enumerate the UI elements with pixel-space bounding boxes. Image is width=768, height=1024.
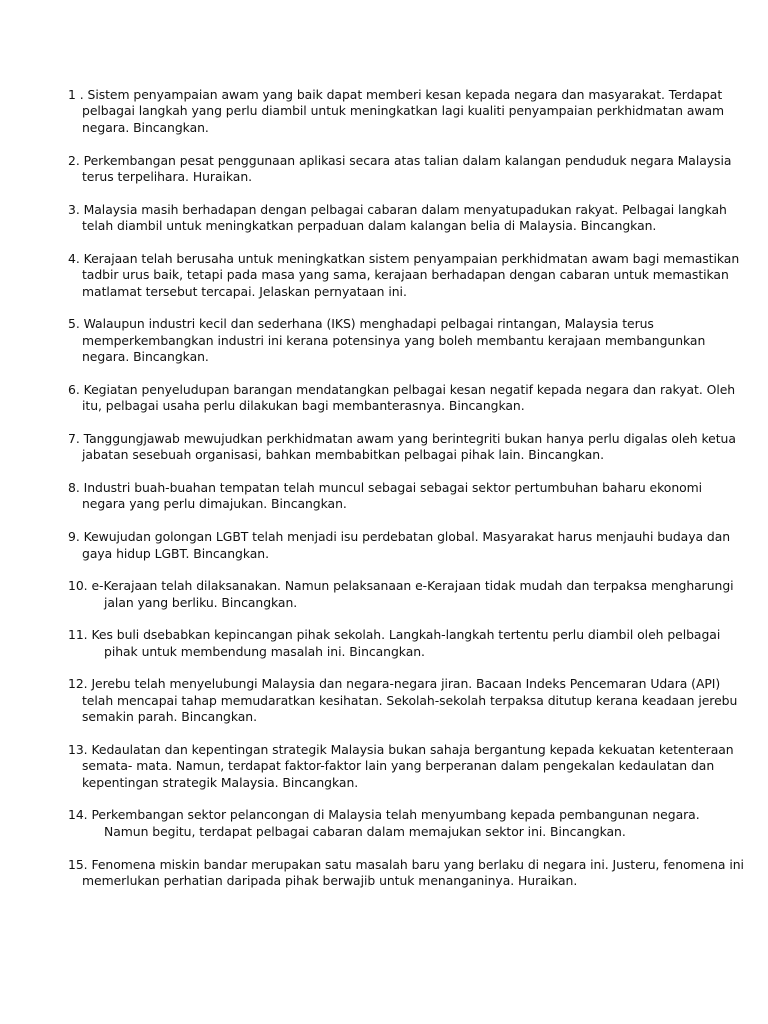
question-text-line: Sistem penyampaian awam yang baik dapat memberi kesan kepada negara dan masyarakat. Terdapat xyxy=(87,87,723,102)
question-text-line: Malaysia masih berhadapan dengan pelbagai cabaran dalam menyatupadukan rakyat. Pelbagai langkah xyxy=(83,201,727,217)
question-text-line: Kewujudan golongan LGBT telah menjadi isu perdebatan global. Masyarakat harus menjauhi budaya dan xyxy=(83,529,731,545)
question-9 xyxy=(68,529,731,562)
question-13 xyxy=(68,741,734,791)
question-number: 4. xyxy=(68,250,80,266)
question-text-line: Kedaulatan dan kepentingan strategik Malaysia bukan sahaja bergantung kepada kekuatan ketenteraan xyxy=(91,741,734,757)
question-14 xyxy=(68,807,708,840)
question-text-line: telah diambil untuk meningkatkan perpaduan dalam kalangan belia di Malaysia. Bincangkan. xyxy=(82,218,657,234)
question-11 xyxy=(68,627,721,660)
question-10 xyxy=(68,578,734,611)
question-text-line: pihak untuk membendung masalah ini. Bincangkan. xyxy=(104,643,425,659)
question-number: 7. xyxy=(68,430,80,446)
question-text-line: Industri buah-buahan tempatan telah muncul sebagai sebagai sektor pertumbuhan baharu ekonomi xyxy=(83,479,703,495)
question-6 xyxy=(68,381,736,415)
question-text-line: negara yang perlu dimajukan. Bincangkan. xyxy=(82,496,347,512)
question-text-line: negara. Bincangkan. xyxy=(82,119,209,135)
question-number: 8. xyxy=(68,479,80,495)
question-text-line: Tanggungjawab mewujudkan perkhidmatan awam yang berintegriti bukan hanya perlu digalas oleh ketua xyxy=(83,430,736,446)
question-text-line: Kes buli dsebabkan kepincangan pihak sekolah. Langkah-langkah tertentu perlu diambil oleh pelbagai xyxy=(91,627,721,643)
question-text-line: Walaupun industri kecil dan sederhana (IKS) menghadapi pelbagai rintangan, Malaysia terus xyxy=(83,316,654,332)
question-text-line: gaya hidup LGBT. Bincangkan. xyxy=(82,545,269,561)
question-number: 6. xyxy=(68,381,80,397)
question-7 xyxy=(68,430,736,464)
question-number: 3. xyxy=(68,201,80,217)
question-text-line: Jerebu telah menyelubungi Malaysia dan negara-negara jiran. Bacaan Indeks Pencemaran Udara (API) xyxy=(91,676,721,692)
question-text-line: itu, pelbagai usaha perlu dilakukan bagi membanterasnya. Bincangkan. xyxy=(82,398,525,414)
question-number: 9. xyxy=(68,529,80,545)
question-number: 13. xyxy=(68,741,88,757)
question-text-line: Perkembangan sektor pelancongan di Malaysia telah menyumbang kepada pembangunan negara. xyxy=(91,807,700,823)
question-text-line: semakin parah. Bincangkan. xyxy=(82,709,257,725)
question-text-line: e-Kerajaan telah dilaksanakan. Namun pelaksanaan e-Kerajaan tidak mudah dan terpaksa mengharungi xyxy=(91,578,734,594)
question-text-line: Kerajaan telah berusaha untuk meningkatkan sistem penyampaian perkhidmatan awam bagi memastikan xyxy=(83,250,740,266)
question-text-line: negara. Bincangkan. xyxy=(82,349,209,365)
question-text-line: Fenomena miskin bandar merupakan satu masalah baru yang berlaku di negara ini. Justeru, fenomena ini xyxy=(91,856,744,872)
question-number: 11. xyxy=(68,627,88,643)
question-text-line: memerlukan perhatian daripada pihak berwajib untuk menanganinya. Huraikan. xyxy=(82,872,578,888)
question-text-line: telah mencapai tahap memudaratkan kesihatan. Sekolah-sekolah terpaksa ditutup kerana keadaan jerebu xyxy=(82,692,738,708)
question-text-line: pelbagai langkah yang perlu diambil untuk meningkatkan lagi kualiti penyampaian perkhidmatan awam xyxy=(82,103,725,119)
question-number: 2. xyxy=(68,152,80,168)
question-text-line: jabatan sesebuah organisasi, bahkan membabitkan pelbagai pihak lain. Bincangkan. xyxy=(82,447,604,463)
question-text-line: terus terpelihara. Huraikan. xyxy=(82,168,253,184)
question-text-line: tadbir urus baik, tetapi pada masa yang sama, kerajaan berhadapan dengan cabaran untuk memastikan xyxy=(82,267,729,283)
question-list xyxy=(68,87,744,906)
question-text-line: jalan yang berliku. Bincangkan. xyxy=(104,594,298,610)
question-number: 1 . xyxy=(68,87,84,102)
question-number: 12. xyxy=(68,676,88,692)
question-5 xyxy=(68,316,708,365)
question-text-line: matlamat tersebut tercapai. Jelaskan pernyataan ini. xyxy=(82,283,407,299)
question-text-line: Perkembangan pesat penggunaan aplikasi secara atas talian dalam kalangan penduduk negara Malaysia xyxy=(83,152,732,168)
question-number: 10. xyxy=(68,578,88,594)
question-4 xyxy=(68,250,740,300)
question-text-line: Namun begitu, terdapat pelbagai cabaran dalam memajukan sektor ini. Bincangkan. xyxy=(104,823,626,839)
question-12 xyxy=(68,676,738,725)
question-1 xyxy=(68,87,725,136)
question-3 xyxy=(68,201,727,235)
question-number: 14. xyxy=(68,807,88,823)
question-8 xyxy=(68,480,708,513)
question-2 xyxy=(68,152,732,186)
question-15 xyxy=(68,856,744,890)
question-text-line: kepentingan strategik Malaysia. Bincangkan. xyxy=(82,774,359,790)
question-text-line: Kegiatan penyeludupan barangan mendatangkan pelbagai kesan negatif kepada negara dan rakyat. Oleh xyxy=(83,381,736,397)
question-text-line: semata- mata. Namun, terdapat faktor-faktor lain yang berperanan dalam pengekalan kedaulatan dan xyxy=(82,758,715,774)
question-number: 15. xyxy=(68,856,88,872)
question-number: 5. xyxy=(68,316,80,332)
question-text-line: memperkembangkan industri ini kerana potensinya yang boleh membantu kerajaan membangunkan xyxy=(82,332,706,348)
